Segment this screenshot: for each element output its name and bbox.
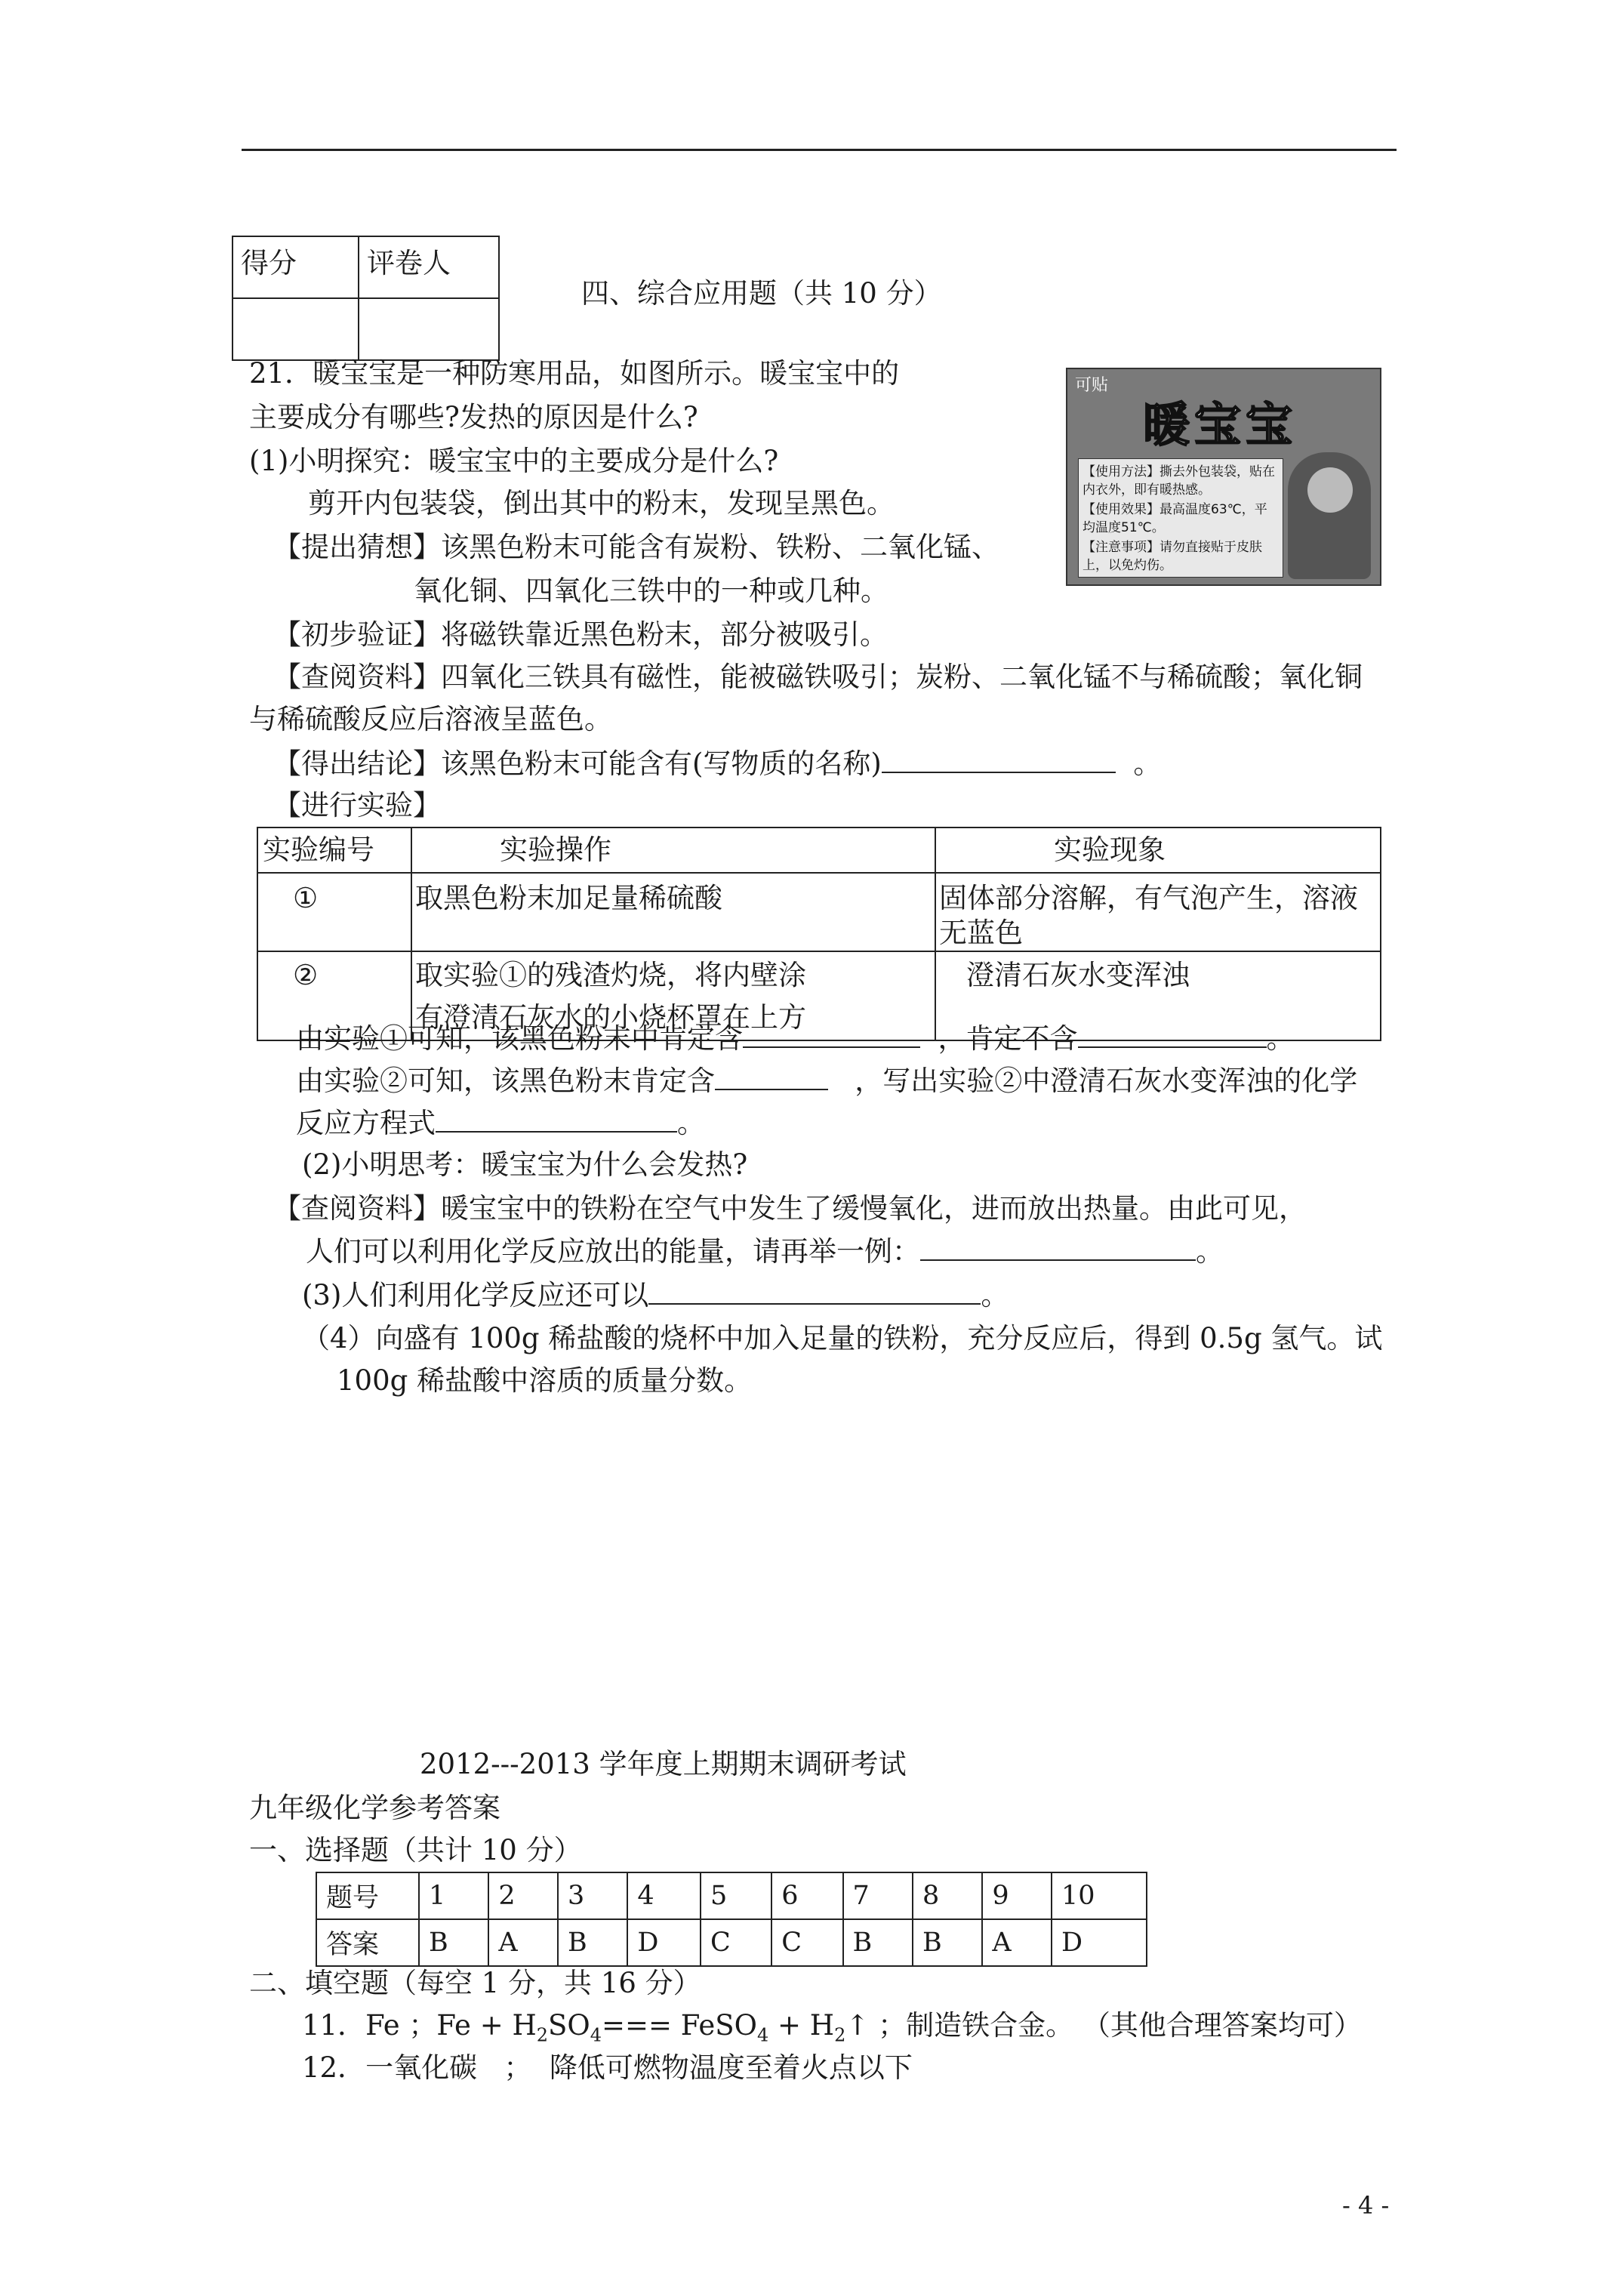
product-image xyxy=(1066,368,1381,586)
q21-part2: (2)小明思考：暖宝宝为什么会发热? xyxy=(302,1148,748,1181)
key-2: A xyxy=(488,1919,558,1966)
q21-part4-b: 100g 稀盐酸中溶质的质量分数。 xyxy=(337,1364,753,1397)
character-face xyxy=(1307,467,1353,513)
effect-text: 【使用效果】最高温度63℃，平均温度51℃。 xyxy=(1083,502,1267,535)
q21-info-3: 【查阅资料】暖宝宝中的铁粉在空气中发生了缓慢氧化，进而放出热量。由此可见， xyxy=(273,1192,1307,1225)
from-exp2 xyxy=(296,1063,1357,1099)
num-10: 10 xyxy=(1052,1872,1147,1919)
answers-sec2: 二、填空题（每空 1 分，共 16 分） xyxy=(249,1967,701,1999)
from-exp1-a: 由实验①可知，该黑色粉末中肯定含 xyxy=(296,1022,743,1055)
q21-experiment: 【进行实验】 xyxy=(273,789,441,821)
experiment-table xyxy=(257,827,1381,1041)
q21-part4-a: （4）向盛有 100g 稀盐酸的烧杯中加入足量的铁粉，充分反应后，得到 0.5g 氢气。试 xyxy=(302,1322,1383,1354)
score-label: 得分 xyxy=(233,236,359,298)
key-10: D xyxy=(1052,1919,1147,1966)
score-table xyxy=(232,236,500,361)
q21-conclusion xyxy=(273,746,1161,781)
q21-info-2: 与稀硫酸反应后溶液呈蓝色。 xyxy=(249,703,612,735)
conclusion-end: 。 xyxy=(1133,747,1162,780)
notice-text: 【注意事项】请勿直接贴于皮肤上，以免灼伤。 xyxy=(1083,540,1262,573)
q21-intro-1: 21．暖宝宝是一种防寒用品，如图所示。暖宝宝中的 xyxy=(249,357,900,390)
answer-11 xyxy=(302,2008,1362,2052)
a11-sub3: 4 xyxy=(756,2024,769,2046)
answers-subtitle: 九年级化学参考答案 xyxy=(249,1792,500,1824)
a11-part-e: ↑ ；制造铁合金。 （其他合理答案均可） xyxy=(845,2009,1362,2042)
key-6: C xyxy=(771,1919,842,1966)
num-7: 7 xyxy=(843,1872,913,1919)
num-8: 8 xyxy=(913,1872,982,1919)
row1-number: ① xyxy=(257,873,411,951)
top-tag: 可贴 xyxy=(1075,376,1109,395)
num-3: 3 xyxy=(558,1872,627,1919)
q21-part3 xyxy=(302,1277,1009,1313)
row2-number: ② xyxy=(257,951,411,1040)
key-8: B xyxy=(913,1919,982,1966)
grader-cell[interactable] xyxy=(359,298,499,360)
key-9: A xyxy=(982,1919,1052,1966)
key-3: B xyxy=(558,1919,627,1966)
row2-operation-line1: 取实验①的残渣灼烧，将内壁涂 xyxy=(415,959,806,991)
num-4: 4 xyxy=(627,1872,701,1919)
score-cell[interactable] xyxy=(233,298,359,360)
answers-sec1: 一、选择题（共计 10 分） xyxy=(249,1834,582,1866)
not-contains-blank[interactable] xyxy=(1078,1021,1267,1048)
from-exp2-b: ，写出实验②中澄清石灰水变浑浊的化学 xyxy=(855,1065,1358,1097)
answer-12: 12．一氧化碳 ； 降低可燃物温度至着火点以下 xyxy=(302,2051,913,2084)
info4-text: 人们可以利用化学反应放出的能量，请再举一例： xyxy=(306,1235,920,1268)
num-1: 1 xyxy=(419,1872,488,1919)
row1-result: 固体部分溶解，有气泡产生，溶液无蓝色 xyxy=(935,873,1381,951)
equation-blank[interactable] xyxy=(436,1105,677,1133)
a11-part-a: 11．Fe ；Fe + H xyxy=(302,2009,537,2042)
from-exp1-b: ，肯定不含 xyxy=(938,1022,1078,1055)
answer-table xyxy=(316,1872,1147,1967)
a11-part-c: === FeSO xyxy=(601,2009,757,2042)
equation-line xyxy=(296,1105,705,1141)
page-number: - 4 - xyxy=(1342,2191,1390,2220)
row2-result: 澄清石灰水变浑浊 xyxy=(935,951,1381,1040)
th-operation: 实验操作 xyxy=(411,827,935,873)
key-5: C xyxy=(701,1919,771,1966)
row1-operation: 取黑色粉末加足量稀硫酸 xyxy=(411,873,935,951)
q21-info-1: 【查阅资料】四氧化三铁具有磁性，能被磁铁吸引；炭粉、二氧化锰不与稀硫酸；氧化铜 xyxy=(273,661,1363,693)
label-answer: 答案 xyxy=(316,1919,419,1966)
q21-info-4 xyxy=(306,1234,1224,1269)
equation-end: 。 xyxy=(677,1107,705,1139)
from-exp2-a: 由实验②可知，该黑色粉末肯定含 xyxy=(296,1065,715,1097)
contains-blank[interactable] xyxy=(743,1021,920,1048)
part3-text: (3)人们利用化学反应还可以 xyxy=(302,1279,649,1311)
th-result: 实验现象 xyxy=(935,827,1381,873)
conclusion-text: 【得出结论】该黑色粉末可能含有(写物质的名称) xyxy=(273,747,882,780)
num-2: 2 xyxy=(488,1872,558,1919)
q21-intro-2: 主要成分有哪些?发热的原因是什么? xyxy=(249,401,698,433)
conclusion-blank[interactable] xyxy=(882,746,1116,773)
example-blank[interactable] xyxy=(920,1234,1196,1261)
q21-guess-2: 氧化铜、四氧化三铁中的一种或几种。 xyxy=(414,575,888,607)
table-row xyxy=(257,873,1381,951)
exp2-blank[interactable] xyxy=(715,1063,828,1090)
equation-label: 反应方程式 xyxy=(296,1107,436,1139)
part3-blank[interactable] xyxy=(648,1277,981,1305)
th-number: 实验编号 xyxy=(257,827,411,873)
usage-text: 【使用方法】撕去外包装袋，贴在内衣外，即有暖热感。 xyxy=(1083,464,1275,498)
q21-verify: 【初步验证】将磁铁靠近黑色粉末，部分被吸引。 xyxy=(273,618,888,651)
from-exp1 xyxy=(296,1021,1295,1056)
label-number: 题号 xyxy=(316,1872,419,1919)
part3-end: 。 xyxy=(981,1279,1009,1311)
info4-end: 。 xyxy=(1196,1235,1224,1268)
brand-logo: 暖宝宝 xyxy=(1143,397,1298,452)
q21-guess-1: 【提出猜想】该黑色粉末可能含有炭粉、铁粉、二氧化锰、 xyxy=(273,531,999,563)
answers-title: 2012---2013 学年度上期期末调研考试 xyxy=(420,1748,907,1780)
q21-part1: (1)小明探究：暖宝宝中的主要成分是什么? xyxy=(249,445,779,477)
key-7: B xyxy=(843,1919,913,1966)
q21-cut: 剪开内包装袋，倒出其中的粉末，发现呈黑色。 xyxy=(308,487,895,519)
header-rule xyxy=(242,149,1397,151)
from-exp1-c: 。 xyxy=(1266,1022,1295,1055)
section-title: 四、综合应用题（共 10 分） xyxy=(581,277,942,310)
a11-sub4: 2 xyxy=(834,2024,846,2046)
key-4: D xyxy=(627,1919,701,1966)
grader-label: 评卷人 xyxy=(359,236,499,298)
a11-sub2: 4 xyxy=(590,2024,602,2046)
key-1: B xyxy=(419,1919,488,1966)
row2-operation-line2: 有澄清石灰水的小烧杯罩在上方 xyxy=(415,1001,806,1034)
a11-sub1: 2 xyxy=(536,2024,549,2046)
a11-part-b: SO xyxy=(548,2009,590,2042)
num-6: 6 xyxy=(771,1872,842,1919)
a11-part-d: + H xyxy=(768,2009,835,2042)
num-9: 9 xyxy=(982,1872,1052,1919)
num-5: 5 xyxy=(701,1872,771,1919)
